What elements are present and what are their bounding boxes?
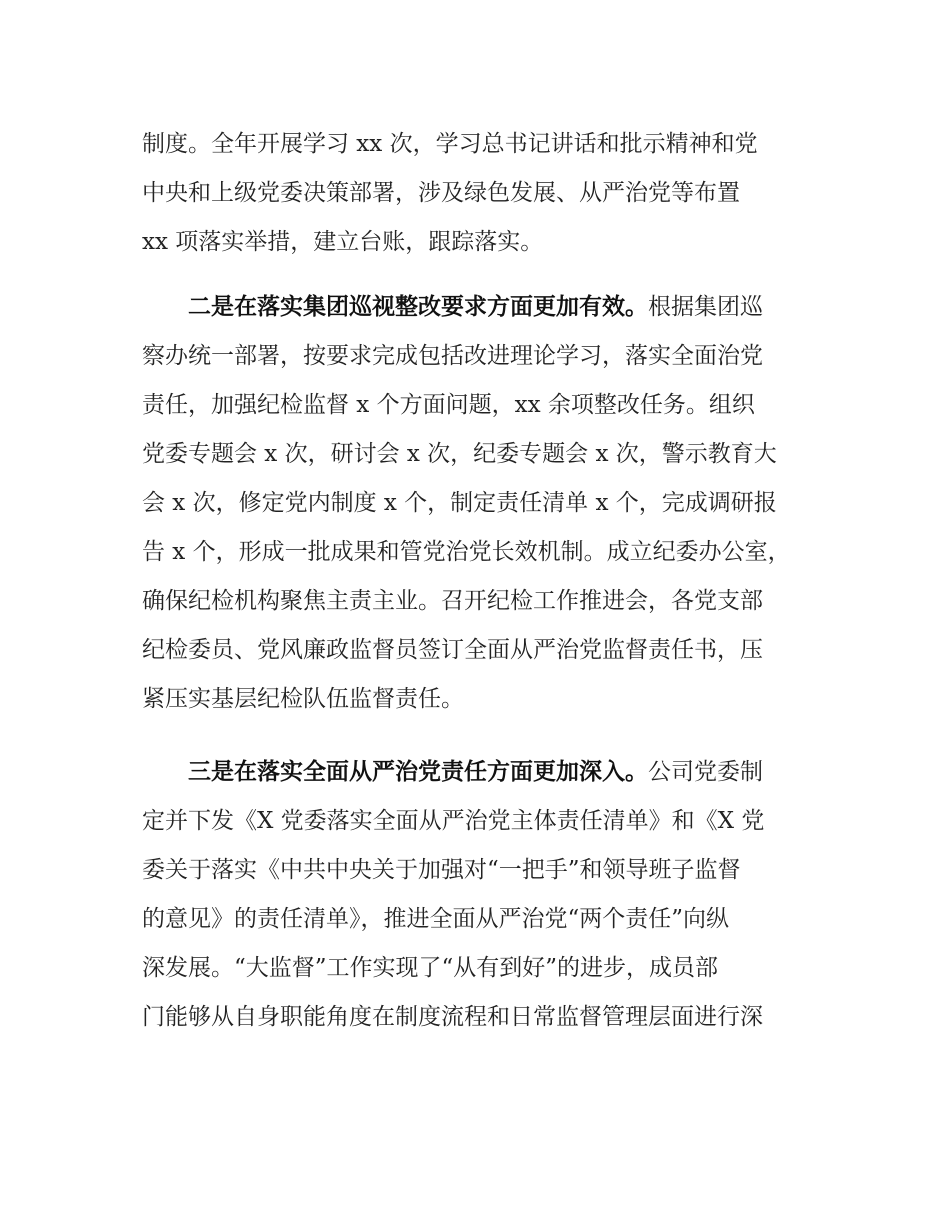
paragraph-3-line-3: 委关于落实《中共中央关于加强对“一把手”和领导班子监督 [142,857,741,883]
paragraph-3-first-line-text: 公司党委制 [648,759,763,785]
paragraph-2-line-6: 告 x 个，形成一批成果和管党治党长效机制。成立纪委办公室， [142,539,791,565]
paragraph-2-heading: 二是在落实集团巡视整改要求方面更加有效。 [188,294,648,320]
paragraph-1-line-1: 制度。全年开展学习 xx 次，学习总书记讲话和批示精神和党 [142,131,758,157]
paragraph-2-line-2: 察办统一部署，按要求完成包括改进理论学习，落实全面治党 [142,343,763,369]
paragraph-2-line-5: 会 x 次，修定党内制度 x 个，制定责任清单 x 个，完成调研报 [142,490,777,516]
paragraph-3-line-2: 定并下发《X 党委落实全面从严治党主体责任清单》和《X 党 [142,808,765,834]
paragraph-2-line-7: 确保纪检机构聚焦主责主业。召开纪检工作推进会，各党支部 [142,588,763,614]
paragraph-3-line-6: 门能够从自身职能角度在制度流程和日常监督管理层面进行深 [142,1004,763,1030]
paragraph-3-line-5: 深发展。“大监督”工作实现了“从有到好”的进步，成员部 [142,955,719,981]
paragraph-2-line-3: 责任，加强纪检监督 x 个方面问题，xx 余项整改任务。组织 [142,392,755,418]
paragraph-2-line-9: 紧压实基层纪检队伍监督责任。 [142,686,464,712]
paragraph-2-first-line [188,287,832,327]
paragraph-2-first-line-text: 根据集团巡 [648,294,763,320]
paragraph-2-line-4: 党委专题会 x 次，研讨会 x 次，纪委专题会 x 次，警示教育大 [142,441,777,467]
paragraph-3-first-line [188,752,832,792]
paragraph-3-line-4: 的意见》的责任清单》，推进全面从严治党“两个责任”向纵 [142,906,730,932]
paragraph-2-line-8: 纪检委员、党风廉政监督员签订全面从严治党监督责任书，压 [142,637,763,663]
paragraph-1-line-2: 中央和上级党委决策部署，涉及绿色发展、从严治党等布置 [142,180,740,206]
paragraph-3-heading: 三是在落实全面从严治党责任方面更加深入。 [188,759,648,785]
paragraph-1-line-3: xx 项落实举措，建立台账，跟踪落实。 [142,229,544,255]
